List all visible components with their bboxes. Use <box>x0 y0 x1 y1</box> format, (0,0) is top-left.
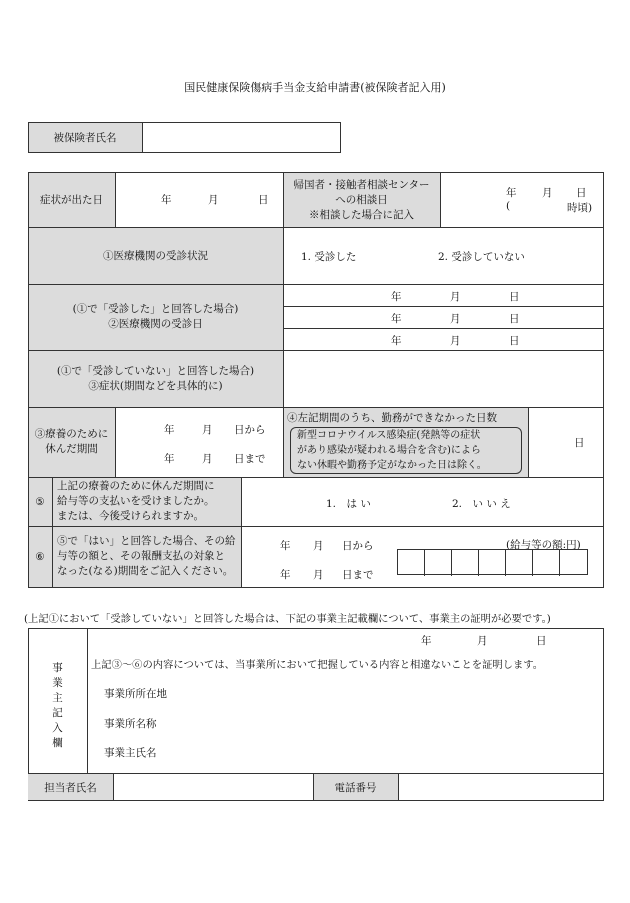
employer-certify-text: 上記③～⑥の内容については、当事業所において把握している内容と相違ないことを証明します。 <box>91 659 544 671</box>
q6-to-year: 年 <box>280 569 291 581</box>
q2-row3-day: 日 <box>509 335 520 347</box>
phone-label: 電話番号 <box>334 781 377 794</box>
employer-vertical-char: 記 <box>52 707 63 719</box>
q6-question <box>57 534 241 584</box>
consult-hour: 時頃) <box>567 202 593 214</box>
q5-number: ⑤ <box>35 495 45 508</box>
q6-period-field[interactable] <box>242 527 390 587</box>
consult-day: 日 <box>576 187 587 199</box>
q2-date-row-2[interactable] <box>284 307 603 328</box>
employer-owner-label: 事業主氏名 <box>104 747 157 759</box>
symptom-label: 症状が出た日 <box>40 194 103 206</box>
q6-from-year: 年 <box>280 540 291 552</box>
q2-row3-year: 年 <box>391 335 402 347</box>
q4-from-month: 月 <box>202 424 213 436</box>
q4-from-year: 年 <box>164 424 175 436</box>
employer-vertical-label <box>28 661 87 761</box>
amount-digit-box[interactable] <box>452 550 479 576</box>
consult-label <box>283 174 440 226</box>
symptom-day: 日 <box>258 194 269 206</box>
q4-note-line2: があり感染が疑われる場合を含む)によら <box>297 445 481 456</box>
q4-to-year: 年 <box>164 453 175 465</box>
q4-note-line3: ない休暇や勤務予定がなかった日は除く。 <box>297 460 487 471</box>
q4-period-field[interactable] <box>116 408 283 477</box>
q2-label-line2: ②医療機関の受診日 <box>108 318 203 330</box>
q4-note <box>297 428 519 474</box>
q6-question-line1: ⑤で「はい」と回答した場合、その給 <box>57 535 236 547</box>
amount-digit-box[interactable] <box>533 550 560 576</box>
q4-from-suffix: 日から <box>234 424 266 436</box>
q3-label-line1: (①で「受診していない」と回答した場合) <box>56 364 255 377</box>
q4-left-label <box>28 407 115 477</box>
insured-name-input[interactable] <box>142 122 340 152</box>
insured-name-label: 被保険者氏名 <box>53 131 117 144</box>
employer-date-month: 月 <box>477 635 488 647</box>
symptom-date-field[interactable] <box>116 172 283 227</box>
q4-days-field[interactable] <box>529 408 603 477</box>
employer-date-year: 年 <box>421 635 432 647</box>
q4-left-label-line2: 休んだ期間 <box>45 443 98 455</box>
consult-paren-open: ( <box>506 200 511 212</box>
consult-label-line1: 帰国者・接触者相談センター <box>293 178 430 191</box>
q2-label-line1: (①で「受診した」と回答した場合) <box>72 303 239 315</box>
q5-question-line2: 給与等の支払いを受けましたか。 <box>57 495 215 507</box>
consult-month: 月 <box>542 187 553 199</box>
amount-digit-box[interactable] <box>560 550 587 576</box>
consult-date-field[interactable] <box>441 172 603 227</box>
q6-question-line2: 与等の額と、その報酬支払の対象と <box>57 550 225 562</box>
amount-digit-box[interactable] <box>425 550 452 576</box>
employer-address-label: 事業所所在地 <box>104 688 167 700</box>
q2-label <box>28 284 283 350</box>
employer-vertical-char: 業 <box>52 677 63 689</box>
q5-question-line3: または、今後受けられますか。 <box>57 510 204 522</box>
q1-option-not-visited[interactable]: 2. 受診していない <box>438 251 525 263</box>
q3-label-line2: ③症状(期間などを具体的に) <box>88 379 223 392</box>
q3-symptom-input[interactable] <box>284 351 603 407</box>
q6-amount-label: (給与等の額:円) <box>506 539 581 551</box>
q2-row3-month: 月 <box>450 335 461 347</box>
employer-content <box>88 629 603 773</box>
q5-option-no[interactable]: 2. い い え <box>452 498 511 510</box>
consult-label-line2: への相談日 <box>335 193 388 206</box>
q4-question: ④左記期間のうち、勤務ができなかった日数 <box>287 412 497 424</box>
q5-question-line1: 上記の療養のために休んだ期間に <box>57 480 215 492</box>
employer-notice: (上記①において「受診していない」と回答した場合は、下記の事業主記載欄について、事業主の証明が必要です。) <box>24 613 551 625</box>
person-in-charge-input[interactable] <box>114 774 313 800</box>
symptom-month: 月 <box>208 194 219 206</box>
consult-label-line3: ※相談した場合に記入 <box>309 208 414 221</box>
q6-from-suffix: 日から <box>342 540 374 552</box>
q4-days-unit: 日 <box>574 437 585 449</box>
q4-to-month: 月 <box>202 453 213 465</box>
q2-row1-year: 年 <box>391 291 402 303</box>
q2-row2-year: 年 <box>391 313 402 325</box>
q4-to-suffix: 日まで <box>234 453 266 465</box>
amount-digit-box[interactable] <box>506 550 533 576</box>
q6-number: ⑥ <box>35 550 45 563</box>
q5-option-yes[interactable]: 1. は い <box>326 498 371 510</box>
q6-from-month: 月 <box>313 540 324 552</box>
symptom-year: 年 <box>161 194 172 206</box>
q2-row1-day: 日 <box>509 291 520 303</box>
q2-row2-month: 月 <box>450 313 461 325</box>
q2-date-row-3[interactable] <box>284 329 603 350</box>
employer-vertical-char: 入 <box>52 722 63 734</box>
employer-date-day: 日 <box>536 635 547 647</box>
q3-label <box>28 350 283 407</box>
employer-company-label: 事業所名称 <box>104 718 157 730</box>
q4-note-line1: 新型コロナウイルス感染症(発熱等の症状 <box>297 430 481 441</box>
q6-to-suffix: 日まで <box>342 569 374 581</box>
employer-vertical-char: 主 <box>52 692 63 704</box>
employer-vertical-char: 欄 <box>52 737 63 749</box>
person-in-charge-label: 担当者氏名 <box>44 781 97 794</box>
q2-row1-month: 月 <box>450 291 461 303</box>
q1-option-visited[interactable]: 1. 受診した <box>301 251 357 263</box>
q5-question <box>57 479 241 525</box>
consult-year: 年 <box>506 187 517 199</box>
q1-label: ①医療機関の受診状況 <box>103 250 208 262</box>
q4-left-label-line1: ③療養のために <box>34 428 109 440</box>
form-title: 国民健康保険傷病手当金支給申請書(被保険者記入用) <box>184 81 446 94</box>
q6-to-month: 月 <box>313 569 324 581</box>
employer-vertical-char: 事 <box>52 662 63 674</box>
amount-digit-box[interactable] <box>479 550 506 576</box>
q6-amount-boxes[interactable] <box>397 549 588 575</box>
amount-digit-box[interactable] <box>398 550 425 576</box>
phone-input[interactable] <box>399 774 603 800</box>
q6-question-line3: なった(なる)期間をご記入ください。 <box>57 565 234 577</box>
q2-row2-day: 日 <box>509 313 520 325</box>
q2-date-row-1[interactable] <box>284 285 603 306</box>
